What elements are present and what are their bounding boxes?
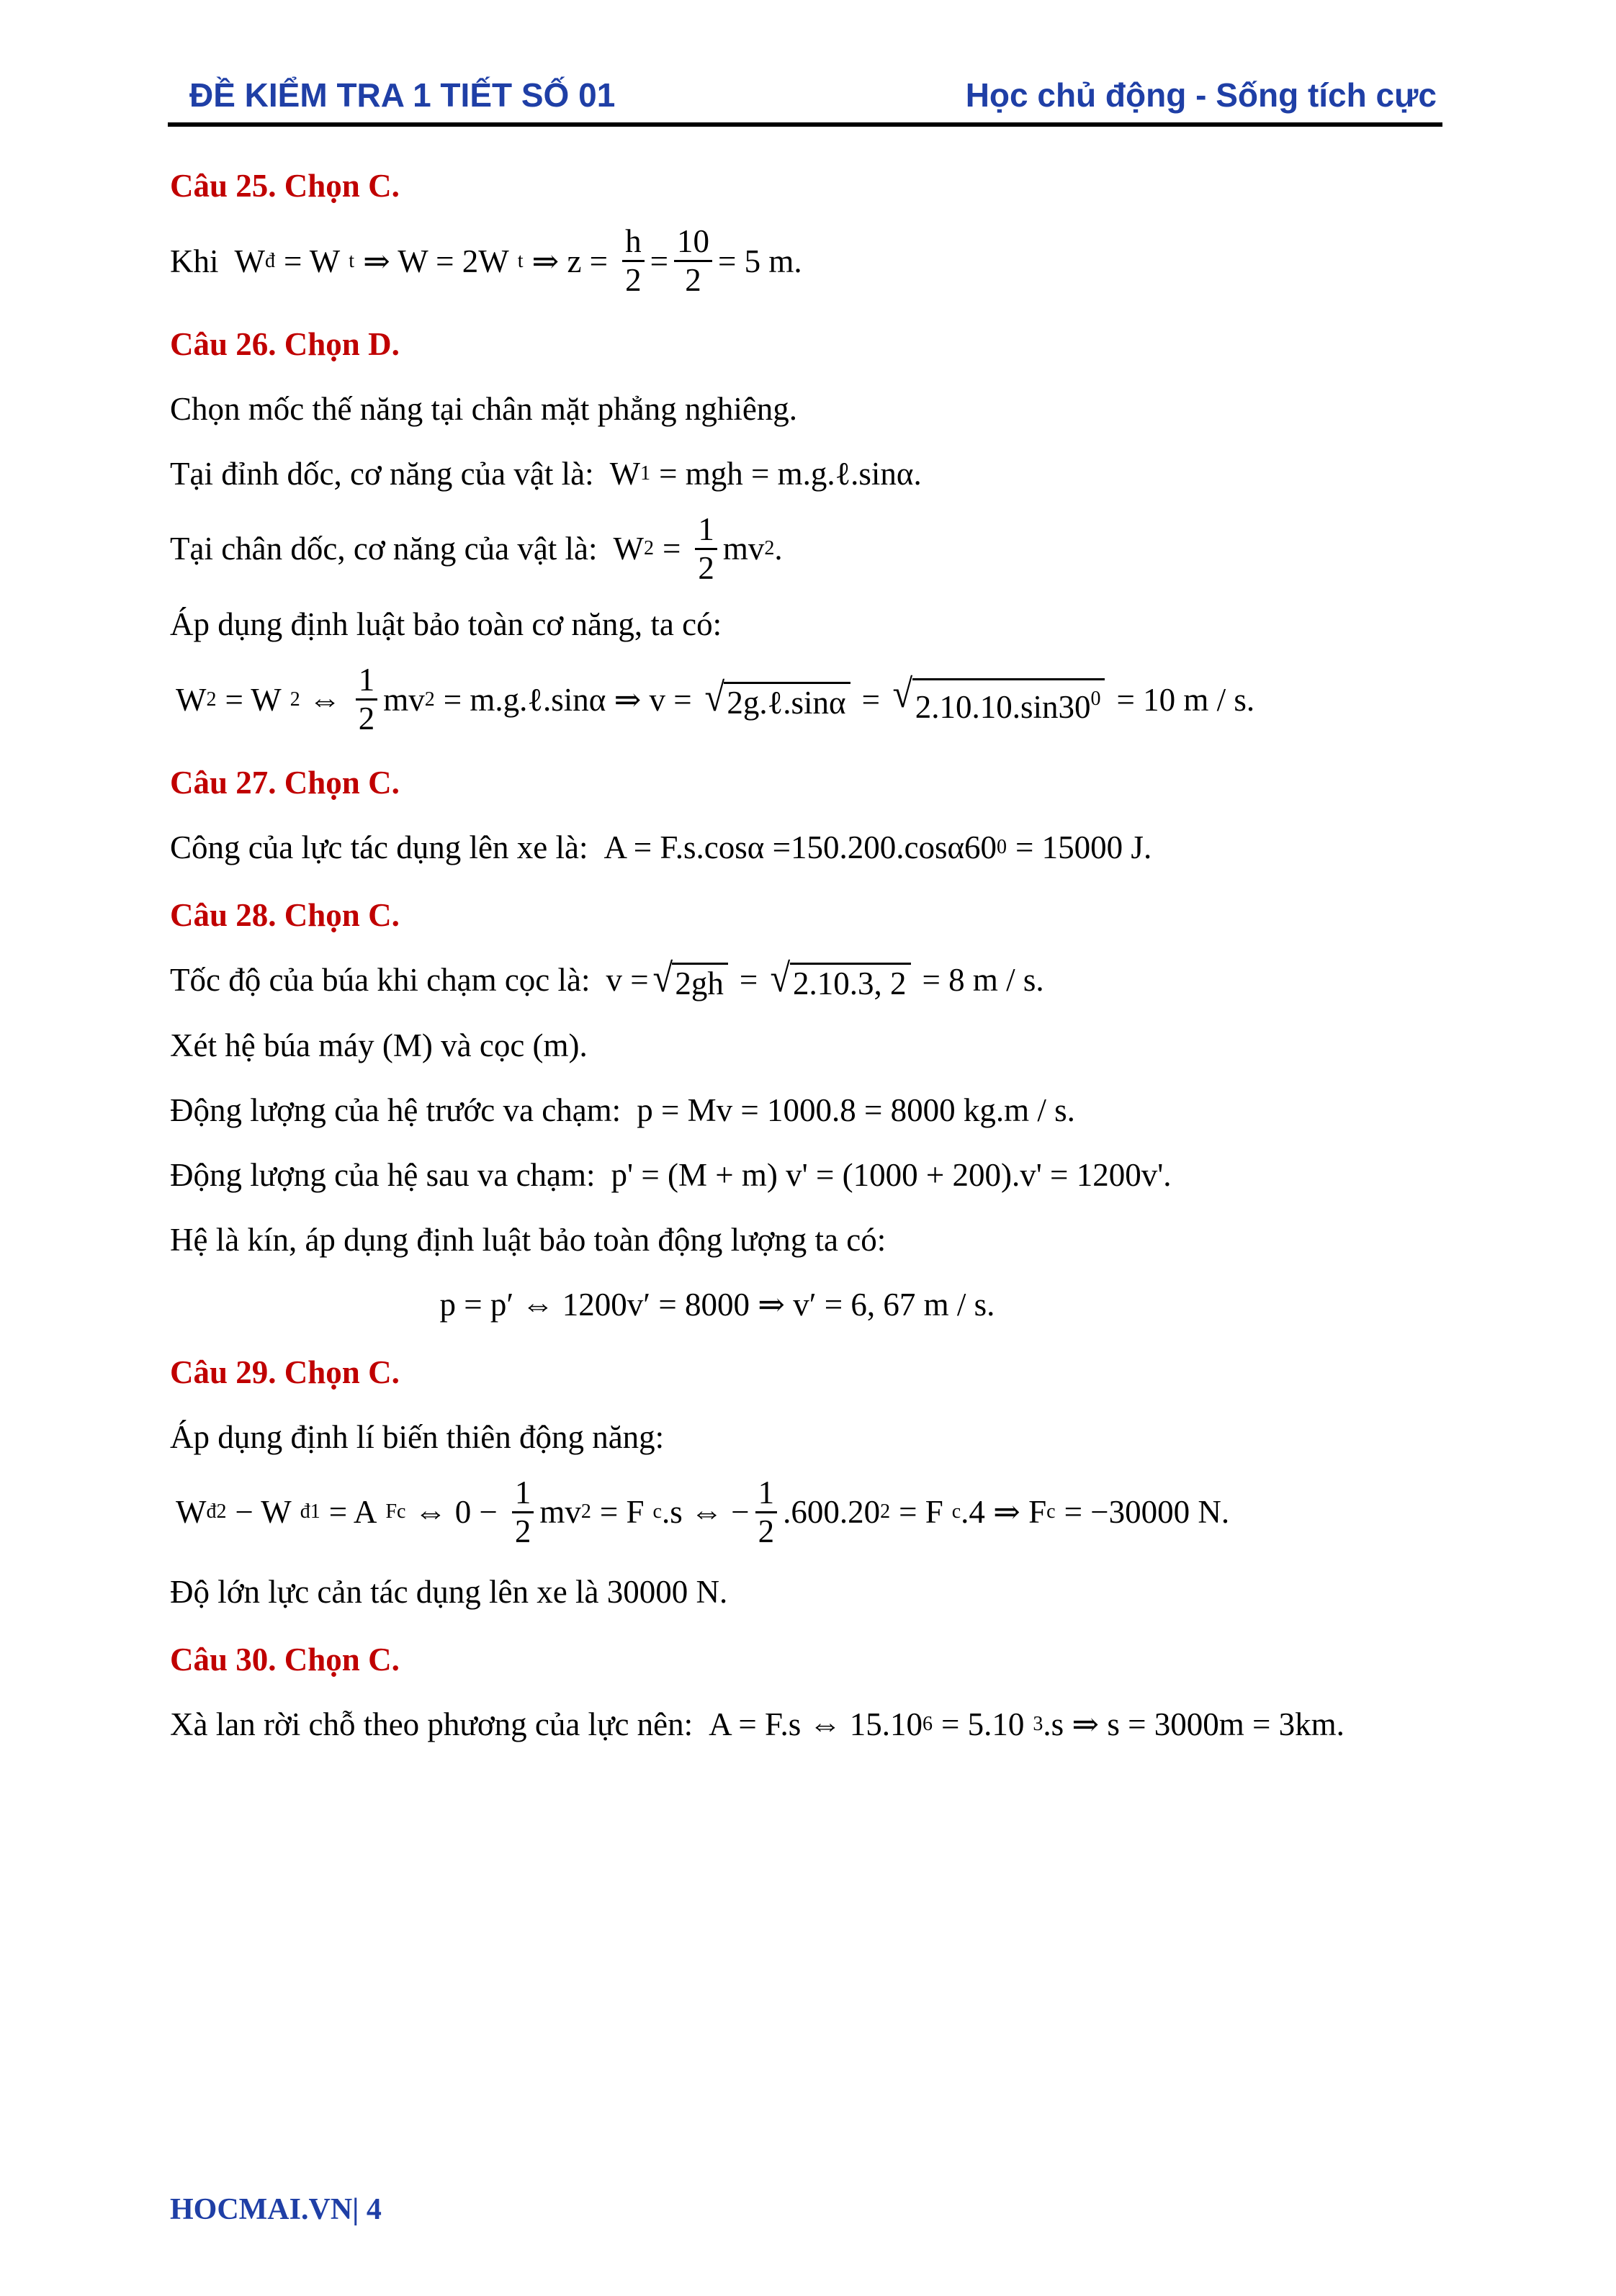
q26-text: Tại chân dốc, cơ năng của vật là: xyxy=(170,531,598,567)
q28-line-3 xyxy=(170,1089,1466,1132)
q25-formula-line xyxy=(170,225,1466,298)
sub: 2 xyxy=(644,537,655,560)
q28-text: Động lượng của hệ sau va chạm: xyxy=(170,1156,596,1193)
term: = xyxy=(739,962,758,998)
term: .s ⇔ − xyxy=(661,1494,750,1531)
term: .4 ⇒ F xyxy=(961,1494,1047,1531)
term: W xyxy=(609,455,641,492)
denominator: 2 xyxy=(514,1513,531,1549)
question-26-heading: Câu 26. Chọn D. xyxy=(170,325,400,362)
q25-fraction xyxy=(674,225,712,298)
term: v = xyxy=(606,962,649,998)
term: . xyxy=(774,531,783,567)
q28-line-1 xyxy=(170,955,1466,1002)
denominator: 2 xyxy=(758,1513,775,1549)
sub: 2 xyxy=(206,688,217,711)
page-header xyxy=(168,68,1442,127)
q27-formula xyxy=(603,826,1160,869)
q25-term: = 5 m. xyxy=(717,243,802,279)
sub: đ1 xyxy=(300,1500,320,1523)
q28-formula-p-prime: p' = (M + m) v' = (1000 + 200).v' = 1200v'. xyxy=(611,1156,1172,1193)
sup: 6 xyxy=(923,1713,933,1735)
q27-line-1 xyxy=(170,826,1466,869)
term: A = F.s ⇔ 15.10 xyxy=(709,1706,923,1742)
q25-khi: Khi xyxy=(170,243,219,279)
sqrt-arg: 2g.ℓ.sinα xyxy=(724,682,850,721)
sub: c xyxy=(652,1500,662,1523)
slogan: Học chủ động - Sống tích cực xyxy=(965,76,1437,114)
term: = mgh = m.g.ℓ.sinα. xyxy=(659,455,922,492)
sup: 2 xyxy=(764,537,775,560)
term: = 8 m / s. xyxy=(922,962,1044,998)
term: = xyxy=(663,531,681,567)
denominator: 2 xyxy=(685,262,701,299)
exam-title: ĐỀ KIỂM TRA 1 TIẾT SỐ 01 xyxy=(189,76,616,114)
q28-formula-p: p = Mv = 1000.8 = 8000 kg.m / s. xyxy=(637,1091,1075,1128)
numerator: 1 xyxy=(512,1476,534,1513)
q28-text: Động lượng của hệ trước va chạm: xyxy=(170,1091,621,1128)
q26-line-2 xyxy=(170,452,1466,495)
sup: 2 xyxy=(580,1500,591,1523)
q29-equation xyxy=(170,1476,1466,1549)
term: ⇔ 0 − xyxy=(414,1494,498,1531)
term: = F xyxy=(599,1494,645,1531)
sqrt-arg: 2.10.3, 2 xyxy=(790,963,911,1002)
sub: đ2 xyxy=(206,1500,227,1523)
sqrt-arg xyxy=(912,678,1105,726)
numerator: 1 xyxy=(755,1476,778,1513)
term: 2.10.10.sin30 xyxy=(915,688,1091,725)
sup: 3 xyxy=(1033,1713,1043,1735)
sqrt xyxy=(652,955,728,1002)
sqrt xyxy=(892,671,1105,726)
q26-text: Tại đỉnh dốc, cơ năng của vật là: xyxy=(170,455,594,492)
sub: 1 xyxy=(640,462,651,485)
sup: 2 xyxy=(880,1500,891,1523)
denominator: 2 xyxy=(698,549,714,586)
term: = m.g.ℓ.sinα ⇒ v = xyxy=(443,681,692,718)
q25-term: = xyxy=(650,243,668,279)
sub: c xyxy=(951,1500,961,1523)
q26-equation xyxy=(170,663,1466,737)
sqrt-arg: 2gh xyxy=(672,963,728,1002)
question-27-heading: Câu 27. Chọn C. xyxy=(170,764,400,801)
term: = xyxy=(861,681,880,718)
q26-formula-w2 xyxy=(613,510,783,586)
term: = A xyxy=(328,1494,377,1531)
q28-line-2: Xét hệ búa máy (M) và cọc (m). xyxy=(170,1027,588,1063)
radical-icon: √ xyxy=(892,671,913,716)
sqrt xyxy=(704,677,850,721)
q30-text: Xà lan rời chỗ theo phương của lực nên: xyxy=(170,1706,693,1742)
page-footer: HOCMAI.VN| 4 xyxy=(170,2193,382,2226)
question-30-heading: Câu 30. Chọn C. xyxy=(170,1642,400,1678)
term: .600.20 xyxy=(783,1494,881,1531)
q25-term: = W xyxy=(283,243,341,279)
q26-line-3 xyxy=(170,510,1466,586)
q26-line-1: Chọn mốc thế năng tại chân mặt phẳng nghiêng. xyxy=(170,390,798,427)
term: = 15000 J. xyxy=(1015,829,1152,865)
q30-line-1 xyxy=(170,1703,1466,1746)
sub: Fc xyxy=(385,1500,406,1523)
q26-line-4: Áp dụng định luật bảo toàn cơ năng, ta có: xyxy=(170,606,722,642)
q25-term: ⇒ z = xyxy=(531,243,609,279)
question-25-heading: Câu 25. Chọn C. xyxy=(170,168,400,204)
term: = −30000 N. xyxy=(1064,1494,1230,1531)
fraction xyxy=(695,510,717,586)
q28-text: Tốc độ của búa khi chạm cọc là: xyxy=(170,962,591,998)
sup: 2 xyxy=(424,688,435,711)
term: = 5.10 xyxy=(941,1706,1025,1742)
denominator: 2 xyxy=(625,262,642,299)
radical-icon: √ xyxy=(704,675,724,721)
q28-formula-speed xyxy=(606,955,1053,1002)
term: W xyxy=(176,1494,207,1531)
term: W xyxy=(176,681,207,718)
term: .s ⇒ s = 3000m = 3km. xyxy=(1043,1706,1345,1742)
question-29-heading: Câu 29. Chọn C. xyxy=(170,1354,400,1390)
q30-formula xyxy=(709,1703,1345,1746)
term: W xyxy=(613,531,645,567)
denominator: 2 xyxy=(358,701,375,737)
q28-line-6: p = p′ ⇔ 1200v′ = 8000 ⇒ v′ = 6, 67 m / s. xyxy=(439,1286,995,1323)
fraction xyxy=(755,1476,778,1549)
term: − W xyxy=(235,1494,292,1531)
fraction xyxy=(512,1476,534,1549)
term: mv xyxy=(539,1494,581,1531)
answer-content xyxy=(170,164,1466,1746)
radical-icon: √ xyxy=(770,955,791,1001)
term: ⇔ xyxy=(308,681,341,718)
q27-text: Công của lực tác dụng lên xe là: xyxy=(170,829,588,865)
sub: 2 xyxy=(289,688,300,711)
q25-term: W xyxy=(234,243,265,279)
q25-term: ⇒ W = 2W xyxy=(363,243,509,279)
question-28-heading: Câu 28. Chọn C. xyxy=(170,896,400,933)
term: = 10 m / s. xyxy=(1116,681,1255,718)
q25-sub: t xyxy=(517,249,524,272)
q25-formula xyxy=(235,225,802,298)
q28-line-5: Hệ là kín, áp dụng định luật bảo toàn động lượng ta có: xyxy=(170,1221,886,1258)
q28-line-4 xyxy=(170,1153,1466,1197)
radical-icon: √ xyxy=(652,955,673,1001)
numerator: 10 xyxy=(674,225,712,262)
term: = F xyxy=(899,1494,943,1531)
term: mv xyxy=(383,681,425,718)
fraction xyxy=(356,663,378,737)
term: = W xyxy=(225,681,282,718)
sub: c xyxy=(1046,1500,1056,1523)
q25-sub: đ xyxy=(264,249,275,272)
sup: 0 xyxy=(997,835,1007,858)
numerator: 1 xyxy=(695,513,717,550)
sup: 0 xyxy=(1090,687,1101,710)
term: mv xyxy=(722,531,765,567)
q26-formula-w1 xyxy=(610,452,930,495)
q25-sub: t xyxy=(349,249,355,272)
term: A = F.s.cosα =150.200.cosα60 xyxy=(603,829,997,865)
sqrt xyxy=(769,955,910,1002)
q25-fraction xyxy=(622,225,645,298)
numerator: 1 xyxy=(356,663,378,701)
numerator: h xyxy=(622,225,645,262)
q29-line-3: Độ lớn lực cản tác dụng lên xe là 30000 N. xyxy=(170,1574,728,1610)
q29-line-1: Áp dụng định lí biến thiên động năng: xyxy=(170,1418,665,1455)
